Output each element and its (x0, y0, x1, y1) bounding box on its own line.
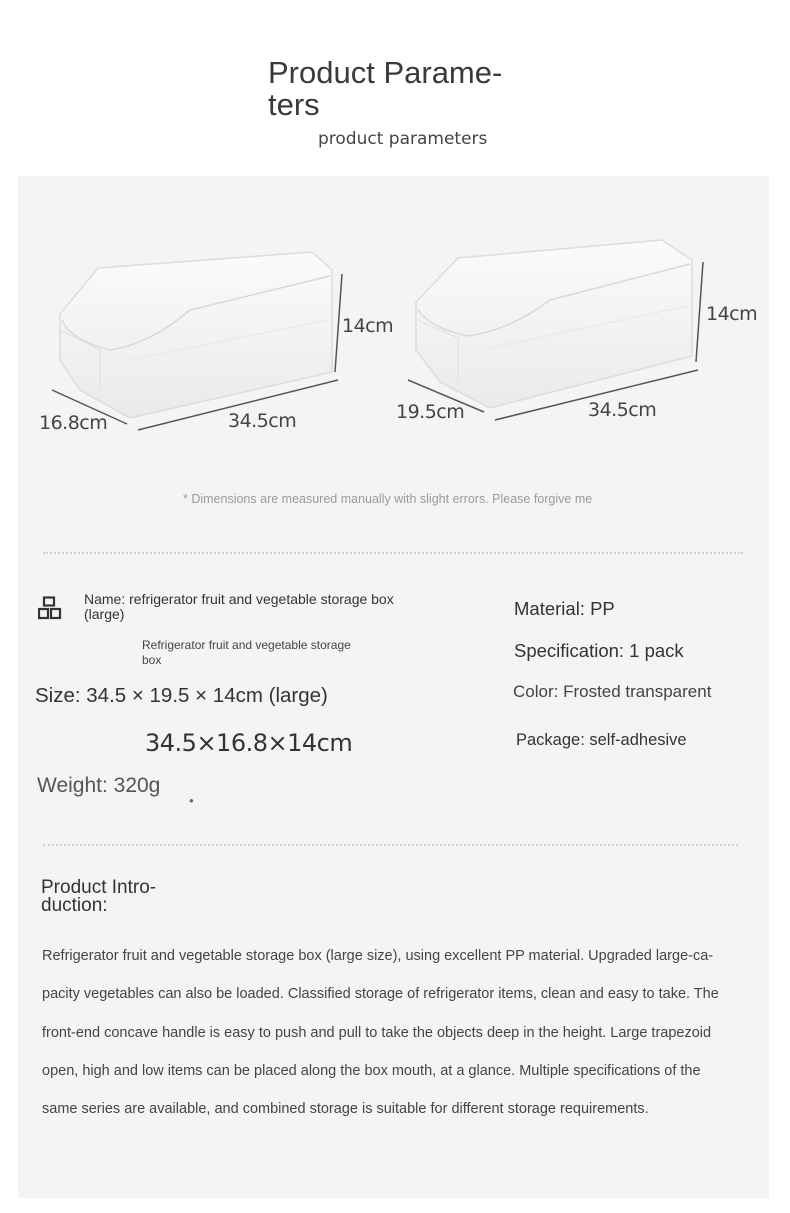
page-subtitle: product parameters (318, 129, 488, 149)
dimension-note: * Dimensions are measured manually with slight errors. Please forgive me (183, 492, 593, 506)
small-box-height: 14cm (706, 303, 758, 325)
divider-bottom (43, 844, 738, 846)
large-box-depth: 16.8cm (39, 412, 108, 434)
large-box-height: 14cm (342, 315, 394, 337)
small-box-depth: 19.5cm (396, 401, 465, 423)
storage-box-large-illustration (40, 240, 360, 440)
divider-top (43, 552, 743, 554)
large-box-length: 34.5cm (228, 410, 297, 432)
param-name: Name: refrigerator fruit and vegetable storage box (large) (84, 591, 394, 622)
small-box-length: 34.5cm (588, 399, 657, 421)
grid-icon (38, 596, 62, 620)
param-name-alt: Refrigerator fruit and vegetable storage box (142, 638, 351, 667)
intro-body: Refrigerator fruit and vegetable storage box (large size), using excellent PP material. Upgraded large-ca- pacity vegetables can also be loaded. Classified storage of refrigerator items, clean and easy to take. The front-end concave handle is easy to push and pull to take the objects deep in the height. Large trapezoid open, high and low items can be placed along the box mouth, at a glance. Multiple specifications of the same series are available, and combined storage is suitable for different storage requirements. (42, 948, 719, 1118)
param-color: Color: Frosted transparent (513, 682, 712, 701)
param-weight: Weight: 320g (37, 774, 161, 797)
page-title: Product Parame- ters (268, 55, 503, 122)
param-material: Material: PP (514, 598, 615, 619)
param-package: Package: self-adhesive (516, 731, 687, 749)
param-size-alt: 34.5×16.8×14cm (145, 729, 353, 757)
intro-title: Product Intro- duction: (41, 877, 157, 916)
param-size: Size: 34.5 × 19.5 × 14cm (large) (35, 684, 328, 707)
param-specification: Specification: 1 pack (514, 640, 684, 661)
tiny-mark: ● (189, 796, 194, 805)
